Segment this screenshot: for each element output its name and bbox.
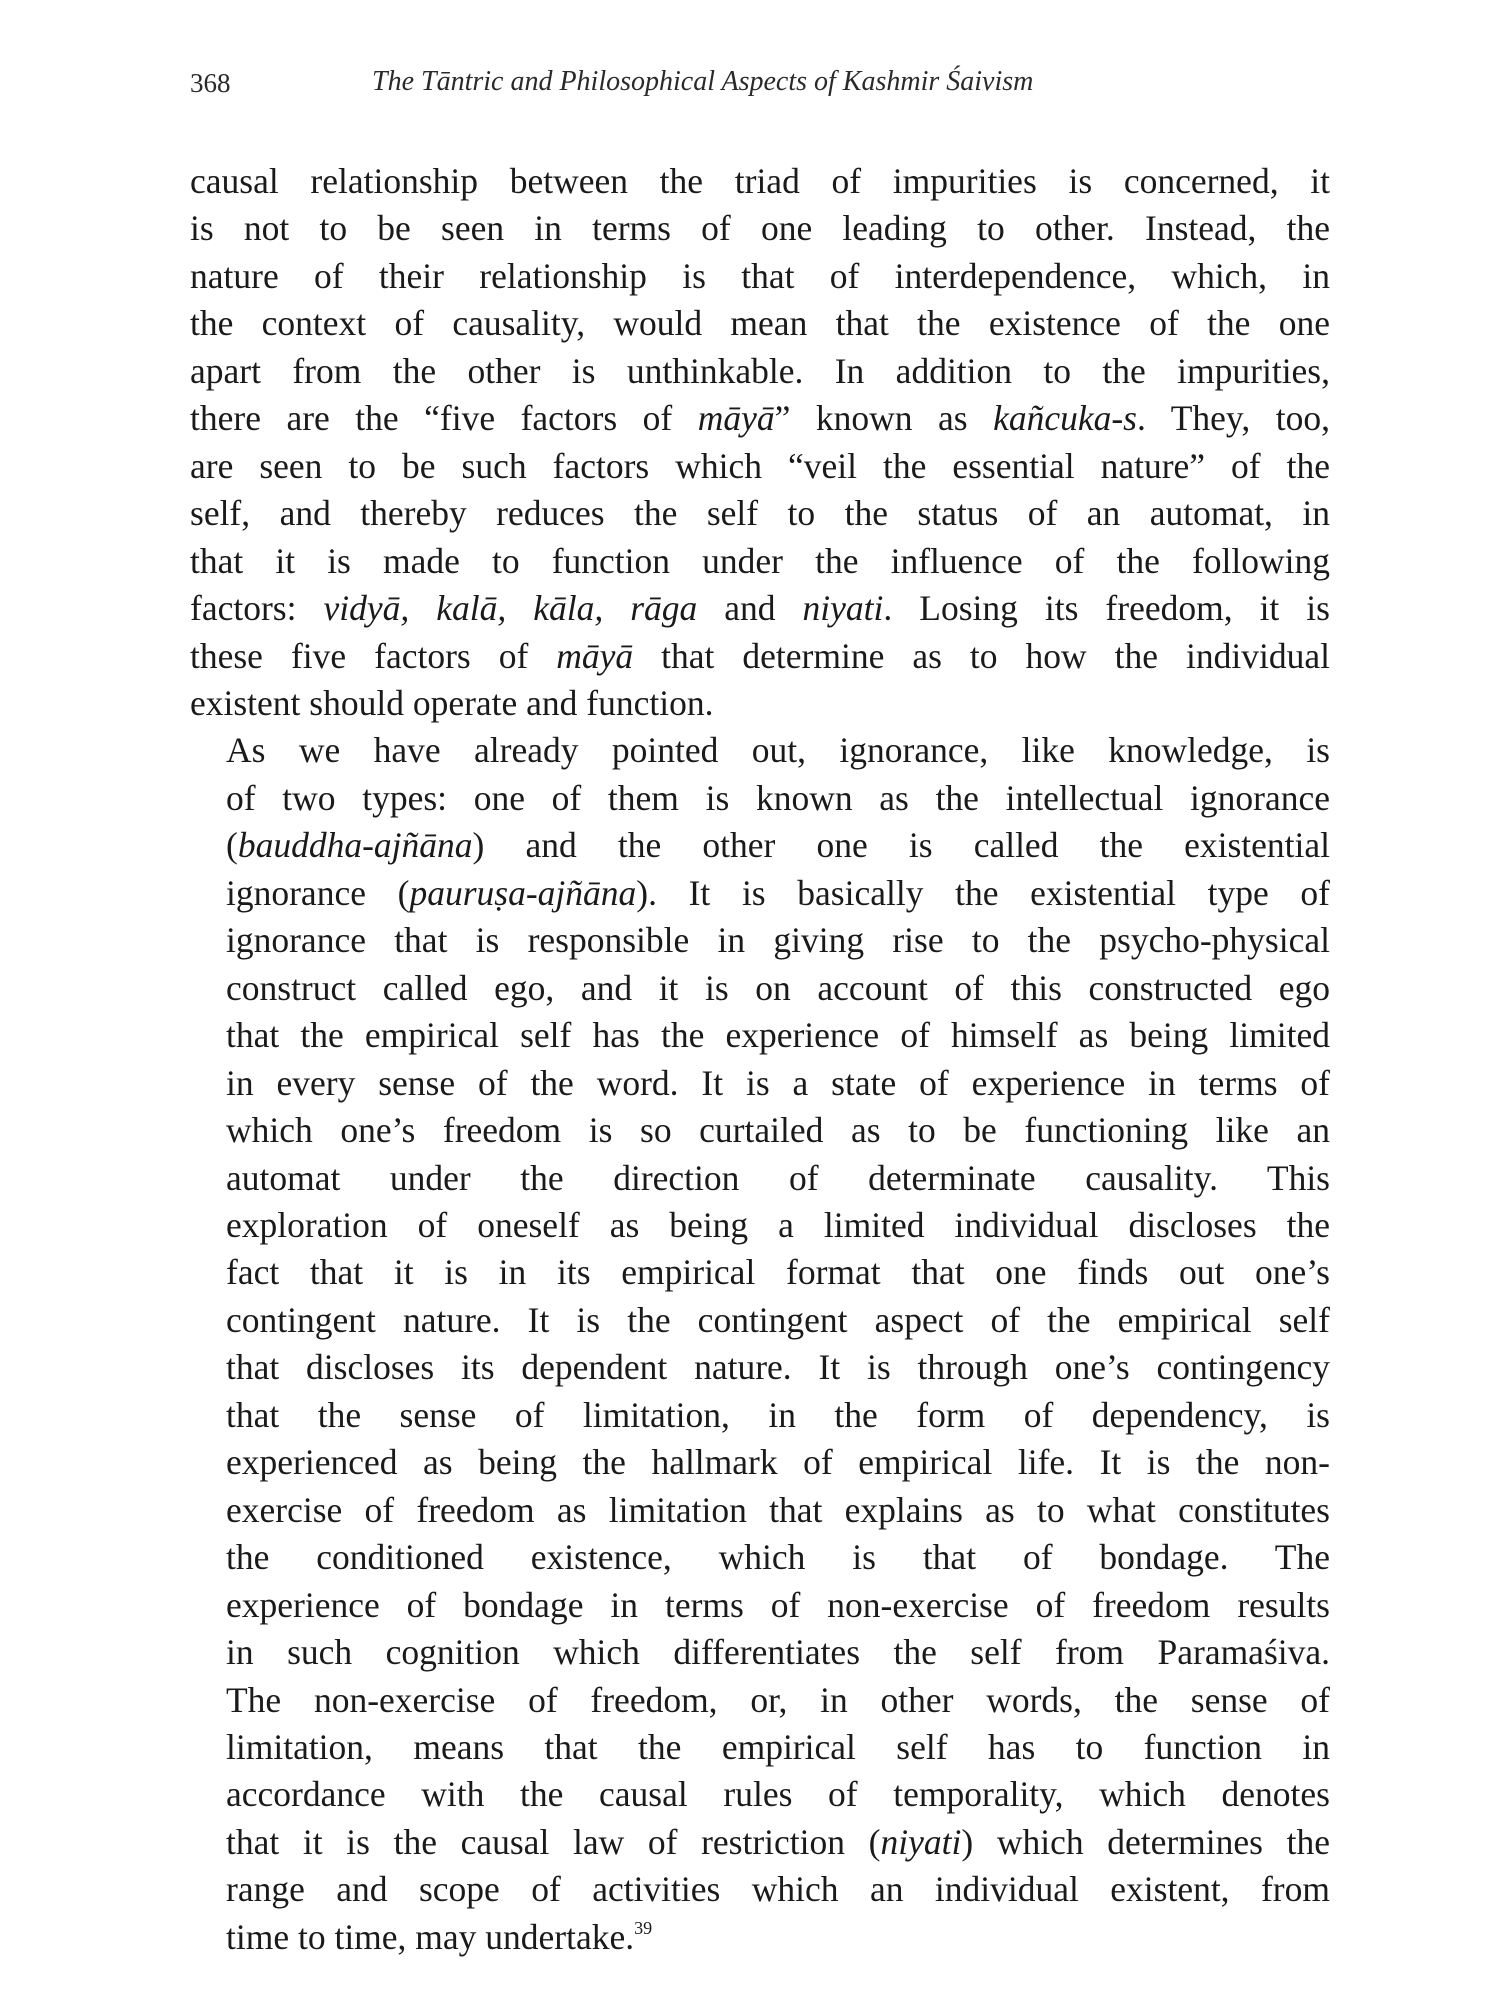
sanskrit-term: kañcuka-s — [993, 398, 1138, 439]
text-line: causal relationship between the triad of impurities is concerned, it — [190, 161, 1330, 201]
running-title: The Tāntric and Philosophical Aspects of Kashmir Śaivism — [372, 66, 1034, 97]
sanskrit-term: māyā — [697, 398, 775, 439]
text-line — [190, 395, 1330, 442]
text-line: existent should operate and function. — [190, 682, 714, 723]
text-line: automat under the direction of determinate causality. This — [226, 1157, 1330, 1198]
text-line: which one’s freedom is so curtailed as to be functioning like an — [226, 1110, 1330, 1151]
text-line — [190, 585, 1330, 632]
text-line: ignorance that is responsible in giving rise to the psycho-physical — [226, 920, 1330, 961]
text-line: the conditioned existence, which is that of bondage. The — [226, 1537, 1330, 1578]
text-run: factors: — [190, 588, 324, 629]
text-line — [190, 1914, 1330, 1961]
text-line — [190, 870, 1330, 917]
text-line: The non-exercise of freedom, or, in other words, the sense of — [226, 1679, 1330, 1720]
sanskrit-term: pauruṣa-ajñāna — [409, 872, 637, 913]
text-line: contingent nature. It is the contingent aspect of the empirical self — [226, 1299, 1330, 1340]
text-line: exercise of freedom as limitation that explains as to what constitutes — [226, 1489, 1330, 1530]
text-run: time to time, may undertake. — [226, 1916, 635, 1957]
page-number: 368 — [190, 68, 231, 98]
text-line: that discloses its dependent nature. It is through one’s contingency — [226, 1347, 1330, 1388]
text-line: construct called ego, and it is on account of this constructed ego — [226, 967, 1330, 1008]
text-line: that the empirical self has the experience of himself as being limited — [226, 1015, 1330, 1056]
text-line: nature of their relationship is that of interdependence, which, in — [190, 255, 1330, 296]
text-run: . They, too, — [1137, 398, 1330, 439]
text-line — [190, 633, 1330, 680]
text-line: experience of bondage in terms of non-exercise of freedom results — [226, 1584, 1330, 1625]
text-run: that it is the causal law of restriction ( — [226, 1821, 881, 1862]
footnote-reference: 39 — [634, 1917, 653, 1938]
text-run: ) and the other one is called the existential — [472, 825, 1330, 866]
text-line: apart from the other is unthinkable. In addition to the impurities, — [190, 350, 1330, 391]
sanskrit-term: niyati — [802, 588, 884, 629]
sanskrit-term: bauddha-ajñāna — [237, 825, 473, 866]
text-run: ) which determines the — [961, 1821, 1330, 1862]
text-line: self, and thereby reduces the self to the status of an automat, in — [190, 493, 1330, 534]
text-run: ). It is basically the existential type of — [636, 872, 1330, 913]
text-run: ( — [226, 825, 238, 866]
text-line: in such cognition which differentiates the self from Paramaśiva. — [226, 1632, 1330, 1673]
text-line: are seen to be such factors which “veil the essential nature” of the — [190, 445, 1330, 486]
paragraph-2 — [190, 727, 1330, 1961]
text-line: fact that it is in its empirical format that one finds out one’s — [226, 1252, 1330, 1293]
text-line: that it is made to function under the influence of the following — [190, 540, 1330, 581]
text-line: experienced as being the hallmark of empirical life. It is the non- — [226, 1442, 1330, 1483]
text-line: exploration of oneself as being a limited individual discloses the — [226, 1204, 1330, 1245]
text-line — [190, 822, 1330, 869]
body-text — [190, 158, 1330, 1961]
text-line: limitation, means that the empirical self has to function in — [226, 1726, 1330, 1767]
text-run: that determine as to how the individual — [633, 635, 1330, 676]
running-head — [190, 60, 1330, 100]
text-run: ” known as — [774, 398, 994, 439]
text-line: range and scope of activities which an individual existent, from — [226, 1869, 1330, 1910]
text-run: . Losing its freedom, it is — [883, 588, 1330, 629]
text-line: accordance with the causal rules of temporality, which denotes — [226, 1774, 1330, 1815]
text-line — [190, 1819, 1330, 1866]
text-run: ignorance ( — [226, 872, 410, 913]
sanskrit-term: māyā — [556, 635, 634, 676]
text-run: these five factors of — [190, 635, 557, 676]
sanskrit-term: niyati — [880, 1821, 962, 1862]
text-line: that the sense of limitation, in the form of dependency, is — [226, 1394, 1330, 1435]
text-line: the context of causality, would mean that the existence of the one — [190, 303, 1330, 344]
text-line: As we have already pointed out, ignorance, like knowledge, is — [226, 730, 1330, 771]
text-run: there are the “five factors of — [190, 398, 698, 439]
paragraph-1 — [190, 158, 1330, 727]
text-line: is not to be seen in terms of one leading to other. Instead, the — [190, 208, 1330, 249]
sanskrit-term: vidyā, kalā, kāla, rāga — [323, 588, 698, 629]
text-line: of two types: one of them is known as the intellectual ignorance — [226, 777, 1330, 818]
text-line: in every sense of the word. It is a state of experience in terms of — [226, 1062, 1330, 1103]
text-run: and — [697, 588, 803, 629]
